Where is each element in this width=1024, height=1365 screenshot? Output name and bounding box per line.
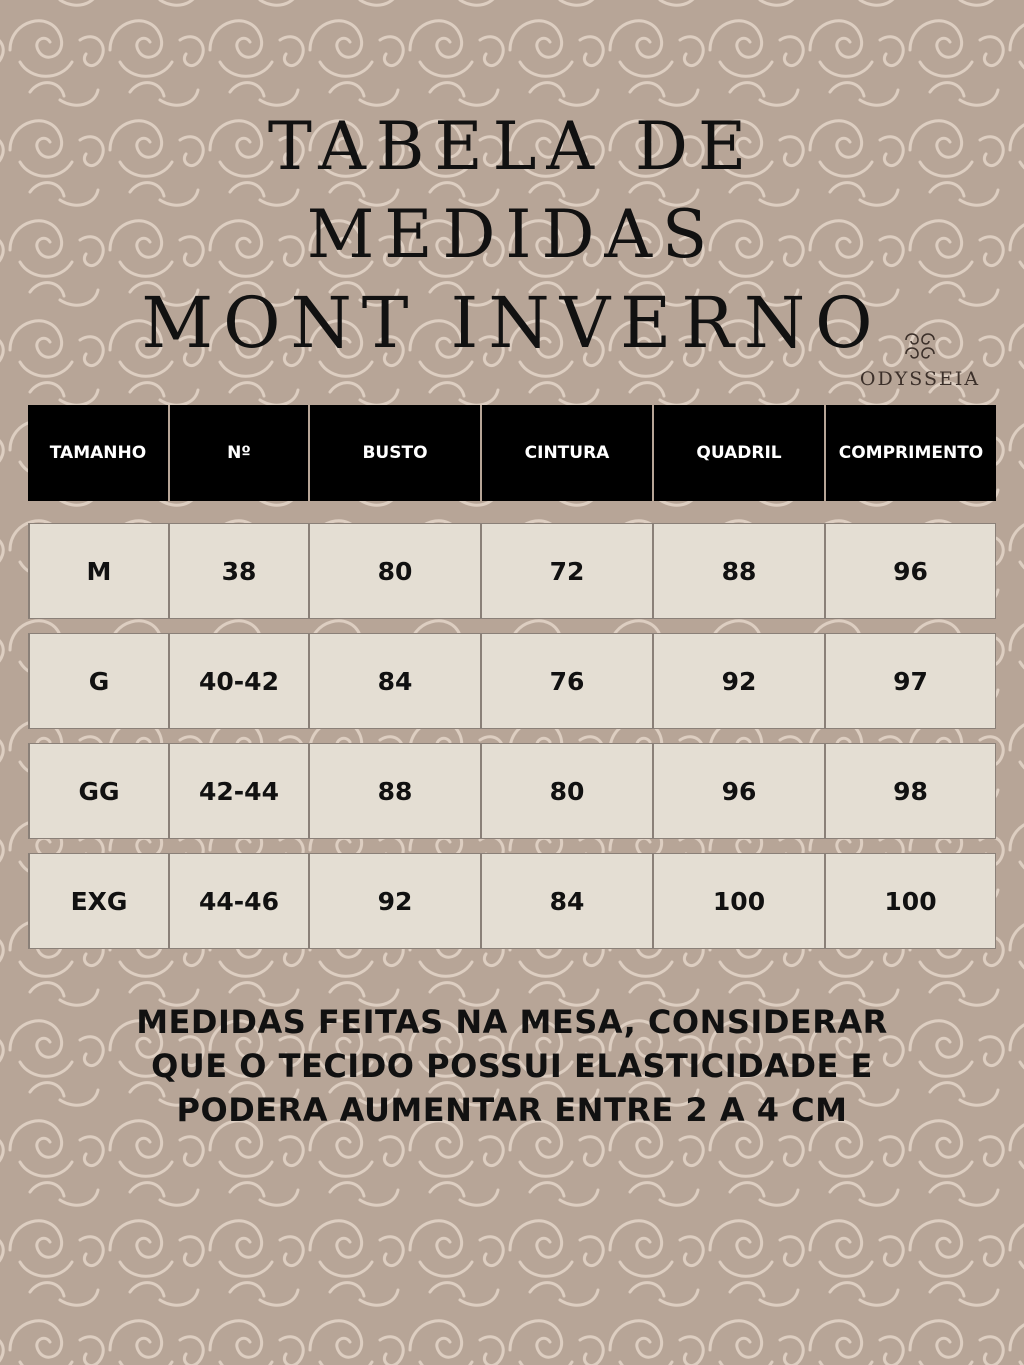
cell-cintura: 72	[480, 523, 652, 619]
cell-tamanho: EXG	[28, 853, 168, 949]
brand-logo	[848, 326, 992, 390]
header-busto: BUSTO	[308, 405, 480, 501]
table-row	[28, 523, 996, 619]
cell-busto: 92	[308, 853, 480, 949]
cell-comprimento: 98	[824, 743, 996, 839]
page-title	[0, 100, 1024, 364]
table-row	[28, 633, 996, 729]
note-line-2: QUE O TECIDO POSSUI ELASTICIDADE E	[151, 1047, 873, 1085]
header-cintura: CINTURA	[480, 405, 652, 501]
cell-busto: 80	[308, 523, 480, 619]
cell-busto: 84	[308, 633, 480, 729]
brand-name: ODYSSEIA	[859, 368, 981, 390]
swirl-logo-icon	[900, 326, 940, 366]
cell-tamanho: G	[28, 633, 168, 729]
measurement-note	[62, 1000, 962, 1132]
title-line-3: MONT INVERNO	[141, 282, 883, 364]
table-header-row	[28, 405, 996, 501]
cell-cintura: 76	[480, 633, 652, 729]
table-row	[28, 853, 996, 949]
cell-cintura: 80	[480, 743, 652, 839]
cell-quadril: 92	[652, 633, 824, 729]
cell-tamanho: M	[28, 523, 168, 619]
cell-numero: 38	[168, 523, 308, 619]
cell-busto: 88	[308, 743, 480, 839]
cell-comprimento: 96	[824, 523, 996, 619]
cell-quadril: 96	[652, 743, 824, 839]
title-line-1: TABELA DE	[267, 108, 757, 185]
header-quadril: QUADRIL	[652, 405, 824, 501]
cell-numero: 40-42	[168, 633, 308, 729]
table-row	[28, 743, 996, 839]
note-line-3: PODERA AUMENTAR ENTRE 2 A 4 CM	[176, 1091, 848, 1129]
cell-quadril: 88	[652, 523, 824, 619]
cell-comprimento: 100	[824, 853, 996, 949]
cell-tamanho: GG	[28, 743, 168, 839]
note-line-1: MEDIDAS FEITAS NA MESA, CONSIDERAR	[136, 1003, 888, 1041]
header-comprimento: COMPRIMENTO	[824, 405, 996, 501]
cell-cintura: 84	[480, 853, 652, 949]
size-table	[28, 405, 996, 949]
cell-quadril: 100	[652, 853, 824, 949]
cell-numero: 44-46	[168, 853, 308, 949]
title-line-2: MEDIDAS	[306, 196, 718, 273]
header-tamanho: TAMANHO	[28, 405, 168, 501]
header-numero: Nº	[168, 405, 308, 501]
cell-numero: 42-44	[168, 743, 308, 839]
cell-comprimento: 97	[824, 633, 996, 729]
